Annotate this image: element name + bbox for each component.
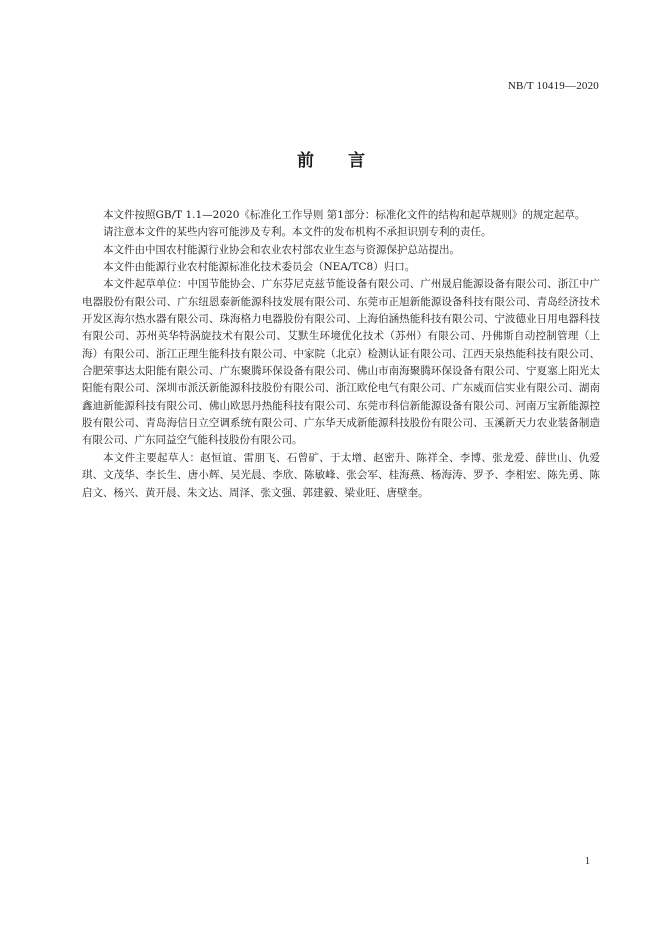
paragraph-committee: 本文件由能源行业农村能源标准化技术委员会（NEA/TC8）归口。 xyxy=(103,261,416,274)
document-code: NB/T 10419—2020 xyxy=(507,80,599,92)
paragraph-patent-notice: 请注意本文件的某些内容可能涉及专利。本文件的发布机构不承担识别专利的责任。 xyxy=(103,226,492,239)
paragraph-proposer: 本文件由中国农村能源行业协会和农业农村部农业生态与资源保护总站提出。 xyxy=(103,243,460,256)
paragraph-drafting-units: 本文件起草单位：中国节能协会、广东芬尼克兹节能设备有限公司、广州晟启能源设备有限公司、浙江中广电器股份有限公司、广东纽恩泰新能源科技发展有限公司、东莞市正旭新能源设备科技有限公司、青岛经济技术开发区海尔热水器有限公司、珠海格力电器股份有限公司、上海伯涵热能科技有限公司、宁波德业日用电器科技有限公司、苏州英华特涡旋技术有限公司、艾默生环境优化技术（苏州）有限公司、丹佛斯自动控制管理（上海）有限公司、浙江正理生能科技有限公司、中家院（北京）检测认证有限公司、江西天泉热能科技有限公司、合肥荣事达太阳能有限公司、广东聚腾环保设备有限公司、佛山市南海聚腾环保设备有限公司、宁夏塞上阳光太阳能有限公司、深圳市派沃新能源科技股份有限公司、浙江欧伦电气有限公司、广东威而信实业有限公司、湖南鑫迪新能源科技有限公司、佛山欧思丹热能科技有限公司、东莞市科信新能源设备有限公司、河南万宝新能源控股有限公司、青岛海信日立空调系统有限公司、广东华天成新能源科技股份有限公司、玉溪新天力农业装备制造有限公司、广东同益空气能科技股份有限公司。 xyxy=(82,278,600,447)
paragraph-drafters: 本文件主要起草人：赵恒谊、雷朋飞、石曾矿、于太增、赵密升、陈祥全、李博、张龙爱、薛世山、仇爱琪、文茂华、李长生、唐小辉、吴光晨、李欣、陈敏峰、张会军、桂海燕、杨海涛、罗予、李相宏、陈先勇、陈启文、杨兴、黄开晨、朱文达、周泽、张文强、郭建毅、梁业旺、唐壁奎。 xyxy=(82,451,600,499)
page-title: 前 言 xyxy=(297,151,379,171)
page-number: 1 xyxy=(585,856,590,867)
paragraph-drafting-rules: 本文件按照GB/T 1.1—2020《标准化工作导则 第1部分：标准化文件的结构和起草规则》的规定起草。 xyxy=(103,209,586,221)
foreword-body xyxy=(82,207,600,502)
